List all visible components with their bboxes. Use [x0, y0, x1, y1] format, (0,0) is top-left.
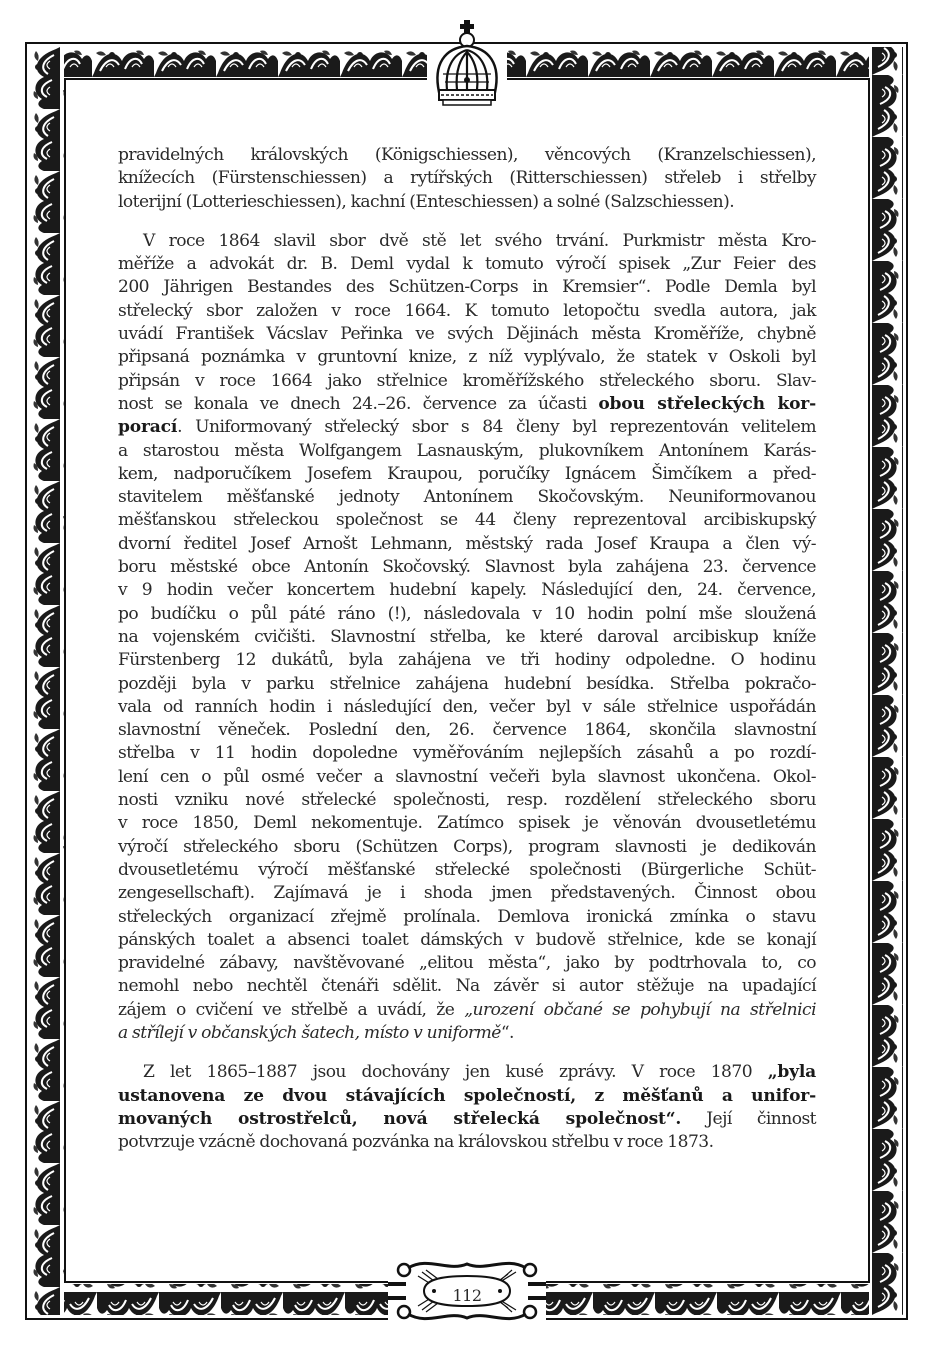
text-line	[118, 999, 816, 1022]
text-run: nost se konala ve dnech 24.–26. července za účasti	[118, 393, 599, 414]
text-line: nosti vzniku nové střelecké společnosti, resp. rozdělení střeleckého sboru	[118, 790, 816, 811]
text-line: připsaná poznámka v gruntovní knize, z níž vyplývalo, že statek v Oskoli byl	[118, 347, 816, 368]
crown-ornament-icon	[427, 14, 507, 114]
text-line: v 9 hodin večer koncertem hudební kapely. Následující den, 24. července,	[118, 580, 816, 601]
text-line: pánských toalet a absenci toalet dámských v budově střelnice, kde se konají	[118, 929, 816, 950]
text-line	[118, 1022, 816, 1045]
text-line: nemohl nebo nechtěl čtenáři sdělit. Na závěr si autor stěžuje na upadající	[118, 976, 816, 997]
text-line: výročí střeleckého sboru (Schützen Corps), program slavnosti je dedikován	[118, 836, 816, 857]
paragraph	[118, 1061, 816, 1154]
text-line: slavnostní věneček. Poslední den, 26. července 1864, skončila slavnostní	[118, 720, 816, 741]
text-line	[118, 1108, 816, 1131]
text-line: po budíčku o půl páté ráno (!), následovala v 10 hodin polní mše sloužená	[118, 603, 816, 624]
text-run: “.	[500, 1022, 514, 1043]
emphasis-bold: movaných ostrostřelců, nová střelecká společnost“.	[118, 1108, 682, 1129]
text-line: Fürstenberg 12 dukátů, byla zahájena ve tři hodiny odpoledne. O hodinu	[118, 650, 816, 671]
text-line: později byla v parku střelnice zahájena hudební besídka. Střelba pokračo-	[118, 673, 816, 694]
text-run: Z let 1865–1887 jsou dochovány jen kusé zprávy. V roce 1870	[143, 1062, 768, 1083]
text-line: na vojenském cvičišti. Slavnostní střelba, ke které daroval arcibiskup kníže	[118, 626, 816, 647]
text-run: zájem o cvičení ve střelbě a uvádí, že	[118, 999, 465, 1020]
text-run: Její činnost	[681, 1108, 816, 1129]
quotation-italic: „urození občané se pohybují na střelnici	[464, 999, 816, 1020]
text-line: střelba v 11 hodin dopoledne vyměřováním nejlepších zásahů a po rozdí-	[118, 743, 816, 764]
page-number: 112	[452, 1286, 482, 1305]
text-line: měšťanskou střeleckou společnost se 44 členy reprezentoval arcibiskupský	[118, 510, 816, 531]
text-line: uvádí František Vácslav Peřinka ve svých Dějinách města Kroměříže, chybně	[118, 324, 816, 345]
text-line: připsán v roce 1664 jako střelnice kroměřížského střeleckého sboru. Slav-	[118, 370, 816, 391]
text-line	[118, 393, 816, 416]
text-line: vala od ranních hodin i následující den, večer byl v sále střelnice uspořádán	[118, 696, 816, 717]
text-line: pravidelných královských (Königschiessen), věncových (Kranzelschiessen),	[118, 145, 816, 165]
text-run: . Uniformovaný střelecký sbor s 84 členy byl reprezentován velitelem	[177, 417, 816, 438]
text-line: pravidelné zábavy, navštěvované „elitou města“, jako by podtrhovala to, co	[118, 953, 816, 974]
emphasis-bold: „byla	[767, 1062, 816, 1083]
paragraph	[118, 230, 816, 1045]
text-line: střelecký sbor založen v roce 1664. K tomuto letopočtu svedla autora, jak	[118, 300, 816, 321]
text-line	[118, 1061, 816, 1084]
text-line: loterijní (Lotterieschiessen), kachní (Enteschiessen) a solné (Salzschiessen).	[118, 191, 735, 212]
text-line: knížecích (Fürstenschiessen) a rytířských (Ritterschiessen) střeleb i střelby	[118, 168, 816, 189]
emphasis-bold: ustanovena ze dvou stávajících společností, z měšťanů a unifor-	[118, 1085, 816, 1106]
text-line: kem, nadporučíkem Josefem Kraupou, poručíky Ignácem Šimčíkem a před-	[118, 463, 816, 484]
body-text	[118, 144, 816, 1154]
text-line: střeleckých organizací zřejmě prolínala. Demlova ironická zmínka o stavu	[118, 906, 816, 927]
text-line: zengesellschaft). Zajímavá je i shoda jmen představených. Činnost obou	[118, 883, 816, 904]
text-line: lení cen o půl osmé večer a slavnostní večeři byla slavnost ukončena. Okol-	[118, 766, 816, 787]
text-line: měříže a advokát dr. B. Deml vydal k tomuto výročí spisek „Zur Feier des	[118, 254, 816, 275]
text-line: stavitelem měšťanské jednoty Antonínem Skočovským. Neuniformovanou	[118, 487, 816, 508]
text-line: a starostou města Wolfgangem Lasnauským, plukovníkem Antonínem Karás-	[118, 440, 816, 461]
text-line: potvrzuje vzácně dochovaná pozvánka na královskou střelbu v roce 1873.	[118, 1132, 714, 1153]
text-line: 200 Jährigen Bestandes des Schützen-Corps in Kremsier“. Podle Demla byl	[118, 277, 816, 298]
text-line: boru městské obce Antonín Skočovský. Slavnost byla zahájena 23. července	[118, 557, 816, 578]
text-line	[118, 416, 816, 439]
text-line: v roce 1850, Deml nekomentuje. Zatímco spisek je věnován dvousetletému	[118, 813, 816, 834]
emphasis-bold: porací	[118, 417, 178, 438]
text-line	[118, 1085, 816, 1108]
emphasis-bold: obou střeleckých kor-	[598, 393, 816, 414]
text-line: dvousetletému výročí měšťanské střelecké společnosti (Bürgerliche Schüt-	[118, 859, 816, 880]
text-line: V roce 1864 slavil sbor dvě stě let svého trvání. Purkmistr města Kro-	[143, 230, 816, 251]
quotation-italic: a střílejí v občanských šatech, místo v uniformě	[118, 1022, 501, 1043]
text-line: dvorní ředitel Josef Arnošt Lehmann, městský rada Josef Kraupa a člen vý-	[118, 533, 816, 554]
paragraph	[118, 144, 816, 214]
